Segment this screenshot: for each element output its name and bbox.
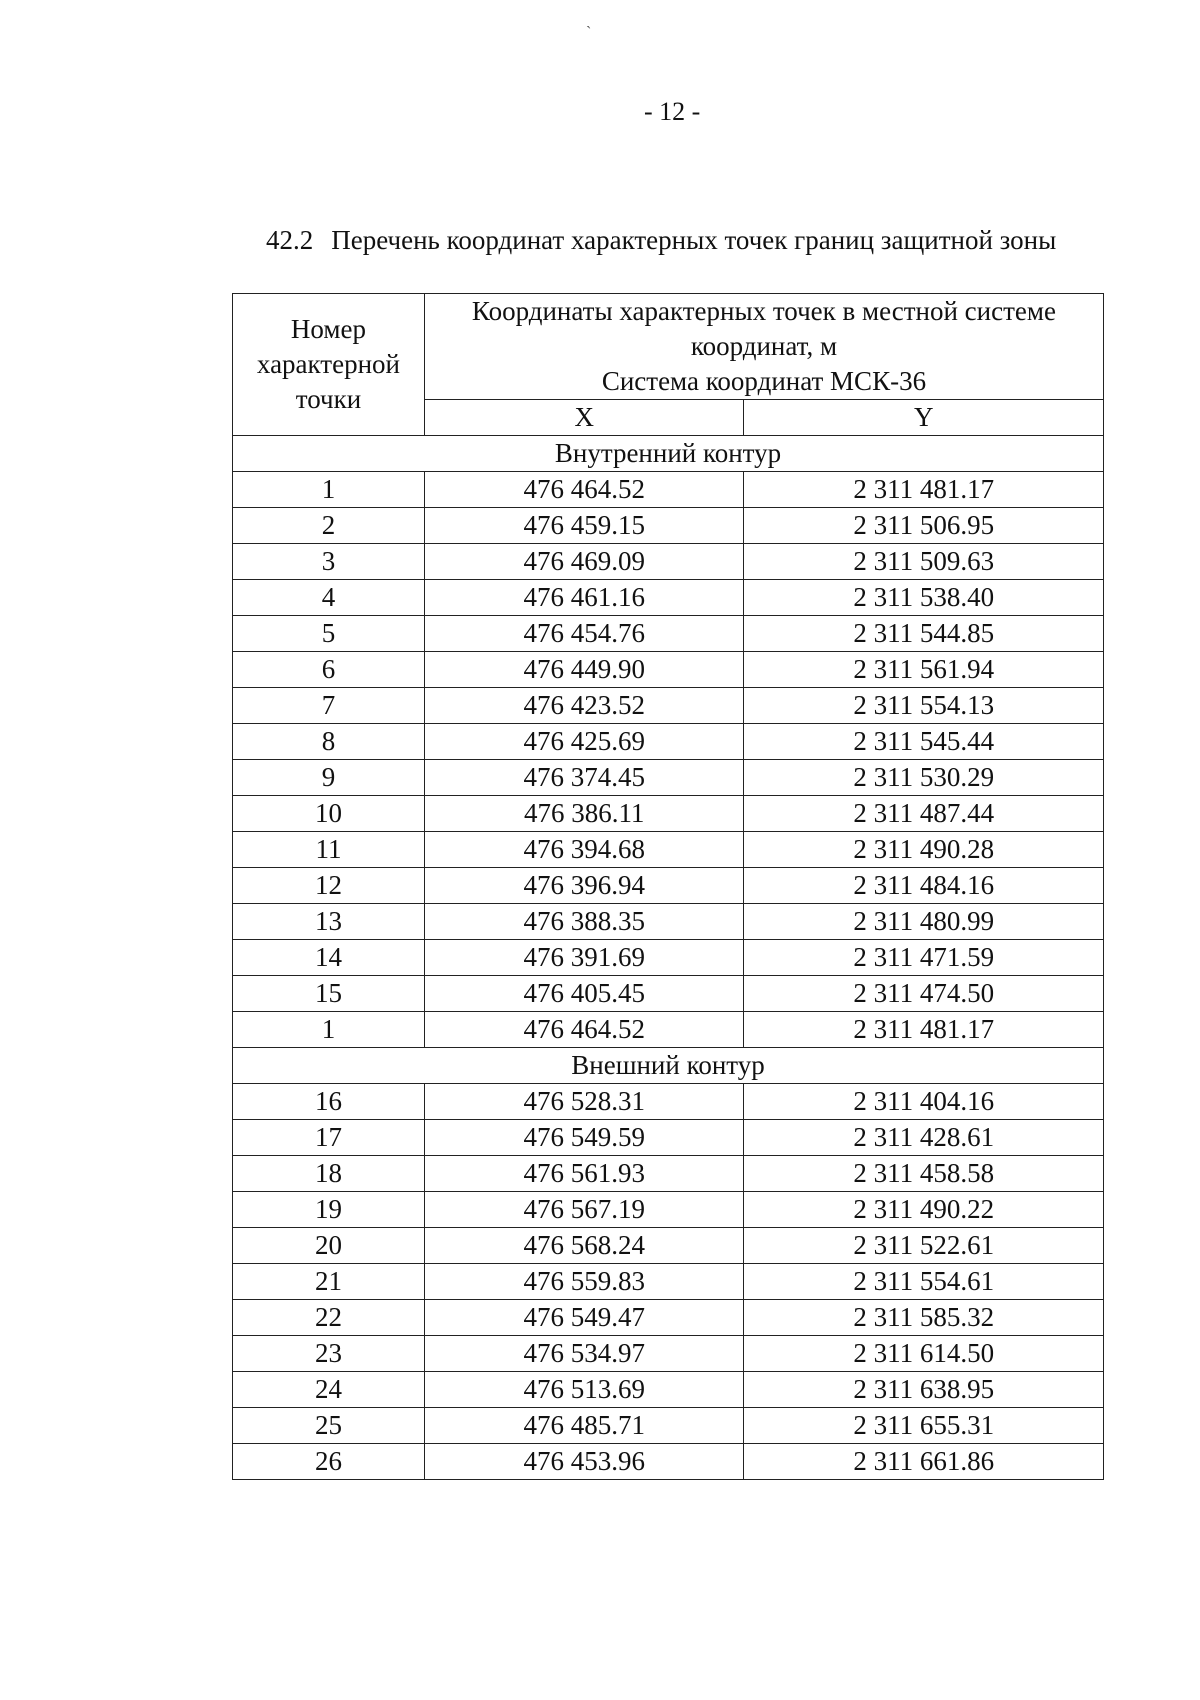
y-coordinate-cell: 2 311 614.50 [744, 1336, 1104, 1372]
y-coordinate-cell: 2 311 474.50 [744, 976, 1104, 1012]
table-row [233, 724, 1104, 760]
y-coordinate-cell: 2 311 522.61 [744, 1228, 1104, 1264]
y-coordinate-cell: 2 311 490.28 [744, 832, 1104, 868]
x-coordinate-cell: 476 561.93 [424, 1156, 744, 1192]
header-row [233, 294, 1104, 400]
y-coordinate-cell: 2 311 506.95 [744, 508, 1104, 544]
section-heading [266, 225, 1056, 256]
x-coordinate-cell: 476 396.94 [424, 868, 744, 904]
table-row [233, 652, 1104, 688]
y-coordinate-cell: 2 311 481.17 [744, 472, 1104, 508]
coordinates-table [232, 293, 1104, 1480]
y-coordinate-cell: 2 311 458.58 [744, 1156, 1104, 1192]
table-row [233, 976, 1104, 1012]
table-row [233, 580, 1104, 616]
section-title: Внутренний контур [233, 436, 1104, 472]
x-coordinate-cell: 476 374.45 [424, 760, 744, 796]
coordinates-header [424, 294, 1103, 400]
point-number-cell: 7 [233, 688, 425, 724]
y-coordinate-cell: 2 311 655.31 [744, 1408, 1104, 1444]
heading-number: 42.2 [266, 225, 314, 255]
x-coordinate-cell: 476 449.90 [424, 652, 744, 688]
table-row [233, 616, 1104, 652]
table-row [233, 1012, 1104, 1048]
point-number-cell: 9 [233, 760, 425, 796]
page-number: - 12 - [644, 97, 701, 126]
table-row [233, 1120, 1104, 1156]
table-row [233, 940, 1104, 976]
table-row [233, 760, 1104, 796]
point-number-cell: 1 [233, 472, 425, 508]
coord-header-line: Система координат МСК-36 [601, 366, 927, 396]
x-coordinate-cell: 476 549.47 [424, 1300, 744, 1336]
coord-header-line: координат, м [690, 331, 838, 361]
y-axis-header: Y [744, 400, 1104, 436]
table-row [233, 1192, 1104, 1228]
x-coordinate-cell: 476 388.35 [424, 904, 744, 940]
point-number-cell: 4 [233, 580, 425, 616]
point-number-cell: 3 [233, 544, 425, 580]
scan-mark: ˎ [586, 12, 592, 29]
y-coordinate-cell: 2 311 530.29 [744, 760, 1104, 796]
y-coordinate-cell: 2 311 490.22 [744, 1192, 1104, 1228]
x-coordinate-cell: 476 425.69 [424, 724, 744, 760]
point-number-cell: 21 [233, 1264, 425, 1300]
point-number-cell: 23 [233, 1336, 425, 1372]
section-title: Внешний контур [233, 1048, 1104, 1084]
point-number-cell: 11 [233, 832, 425, 868]
y-coordinate-cell: 2 311 538.40 [744, 580, 1104, 616]
table-row [233, 832, 1104, 868]
table-row [233, 544, 1104, 580]
point-number-cell: 18 [233, 1156, 425, 1192]
x-coordinate-cell: 476 549.59 [424, 1120, 744, 1156]
y-coordinate-cell: 2 311 481.17 [744, 1012, 1104, 1048]
point-number-cell: 10 [233, 796, 425, 832]
x-coordinate-cell: 476 459.15 [424, 508, 744, 544]
point-header-line: характерной [256, 349, 400, 379]
point-number-cell: 14 [233, 940, 425, 976]
table-row [233, 1372, 1104, 1408]
point-number-cell: 17 [233, 1120, 425, 1156]
x-coordinate-cell: 476 454.76 [424, 616, 744, 652]
point-number-cell: 19 [233, 1192, 425, 1228]
point-number-cell: 20 [233, 1228, 425, 1264]
table-row [233, 1408, 1104, 1444]
coord-header-line: Координаты характерных точек в местной системе [471, 296, 1056, 326]
point-number-cell: 8 [233, 724, 425, 760]
y-coordinate-cell: 2 311 509.63 [744, 544, 1104, 580]
table-row [233, 472, 1104, 508]
point-header-line: точки [295, 384, 362, 414]
point-number-cell: 13 [233, 904, 425, 940]
y-coordinate-cell: 2 311 487.44 [744, 796, 1104, 832]
table-row [233, 1084, 1104, 1120]
y-coordinate-cell: 2 311 428.61 [744, 1120, 1104, 1156]
point-number-header [233, 294, 425, 436]
y-coordinate-cell: 2 311 561.94 [744, 652, 1104, 688]
x-coordinate-cell: 476 513.69 [424, 1372, 744, 1408]
x-coordinate-cell: 476 464.52 [424, 1012, 744, 1048]
point-number-cell: 5 [233, 616, 425, 652]
x-coordinate-cell: 476 405.45 [424, 976, 744, 1012]
y-coordinate-cell: 2 311 544.85 [744, 616, 1104, 652]
y-coordinate-cell: 2 311 471.59 [744, 940, 1104, 976]
section-row [233, 1048, 1104, 1084]
x-axis-header: X [424, 400, 744, 436]
point-number-cell: 22 [233, 1300, 425, 1336]
point-number-cell: 6 [233, 652, 425, 688]
x-coordinate-cell: 476 485.71 [424, 1408, 744, 1444]
table-row [233, 1156, 1104, 1192]
y-coordinate-cell: 2 311 545.44 [744, 724, 1104, 760]
section-row [233, 436, 1104, 472]
table-row [233, 796, 1104, 832]
x-coordinate-cell: 476 423.52 [424, 688, 744, 724]
point-number-cell: 15 [233, 976, 425, 1012]
table-row [233, 1336, 1104, 1372]
x-coordinate-cell: 476 568.24 [424, 1228, 744, 1264]
point-number-cell: 16 [233, 1084, 425, 1120]
table-row [233, 868, 1104, 904]
x-coordinate-cell: 476 559.83 [424, 1264, 744, 1300]
y-coordinate-cell: 2 311 661.86 [744, 1444, 1104, 1480]
x-coordinate-cell: 476 567.19 [424, 1192, 744, 1228]
x-coordinate-cell: 476 453.96 [424, 1444, 744, 1480]
table-row [233, 1300, 1104, 1336]
x-coordinate-cell: 476 534.97 [424, 1336, 744, 1372]
x-coordinate-cell: 476 461.16 [424, 580, 744, 616]
x-coordinate-cell: 476 394.68 [424, 832, 744, 868]
table-row [233, 1444, 1104, 1480]
x-coordinate-cell: 476 528.31 [424, 1084, 744, 1120]
y-coordinate-cell: 2 311 480.99 [744, 904, 1104, 940]
table-row [233, 904, 1104, 940]
heading-text: Перечень координат характерных точек границ защитной зоны [331, 225, 1057, 255]
y-coordinate-cell: 2 311 585.32 [744, 1300, 1104, 1336]
x-coordinate-cell: 476 469.09 [424, 544, 744, 580]
x-coordinate-cell: 476 464.52 [424, 472, 744, 508]
x-coordinate-cell: 476 391.69 [424, 940, 744, 976]
y-coordinate-cell: 2 311 638.95 [744, 1372, 1104, 1408]
table-row [233, 1264, 1104, 1300]
table-row [233, 508, 1104, 544]
point-number-cell: 26 [233, 1444, 425, 1480]
point-header-line: Номер [290, 314, 366, 344]
table-body [233, 436, 1104, 1480]
point-number-cell: 12 [233, 868, 425, 904]
table-row [233, 688, 1104, 724]
y-coordinate-cell: 2 311 554.61 [744, 1264, 1104, 1300]
point-number-cell: 24 [233, 1372, 425, 1408]
point-number-cell: 1 [233, 1012, 425, 1048]
table-row [233, 1228, 1104, 1264]
y-coordinate-cell: 2 311 484.16 [744, 868, 1104, 904]
x-coordinate-cell: 476 386.11 [424, 796, 744, 832]
point-number-cell: 25 [233, 1408, 425, 1444]
y-coordinate-cell: 2 311 404.16 [744, 1084, 1104, 1120]
point-number-cell: 2 [233, 508, 425, 544]
y-coordinate-cell: 2 311 554.13 [744, 688, 1104, 724]
